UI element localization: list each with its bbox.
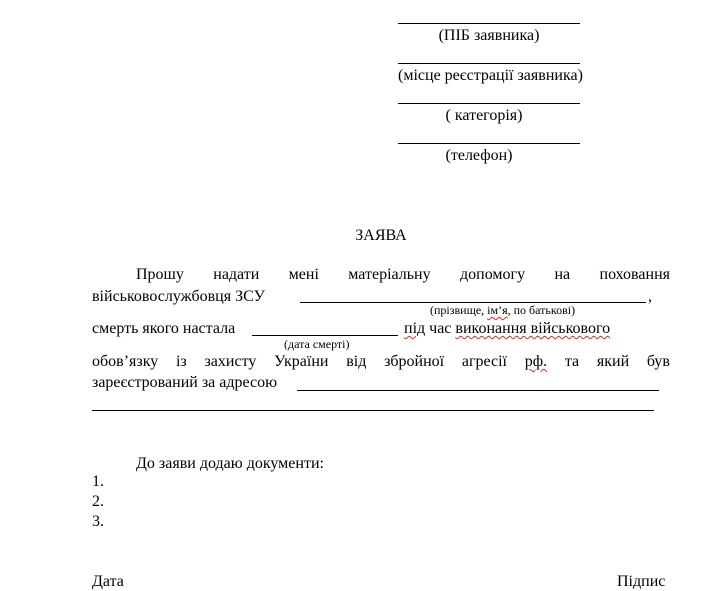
word: захисту <box>204 353 257 370</box>
body-line-4 <box>92 353 670 371</box>
category-line <box>398 103 580 104</box>
death-date-line <box>252 335 398 336</box>
word: від <box>346 353 367 370</box>
date-label: Дата <box>92 573 124 590</box>
registration-line <box>398 63 580 64</box>
word: поховання <box>599 266 670 283</box>
word: та <box>564 353 580 370</box>
address-line-1 <box>297 390 659 391</box>
signature-label: Підпис <box>617 573 666 590</box>
word: допомогу <box>459 266 526 283</box>
word: обов’язку <box>92 353 159 370</box>
document-title: ЗАЯВА <box>355 227 407 244</box>
spellcheck-word: рф. <box>524 353 548 370</box>
address-line-2 <box>92 410 654 411</box>
attachment-item: 3. <box>92 513 104 530</box>
body-line-3-text: смерть якого настала <box>92 320 236 337</box>
word: надати <box>213 266 260 283</box>
attachment-item: 2. <box>92 493 104 510</box>
word: на <box>554 266 571 283</box>
phone-label: (телефон) <box>445 147 513 164</box>
word: мені <box>288 266 319 283</box>
spellcheck-phrase: виконання військового <box>455 320 611 337</box>
registration-label: (місце реєстрації заявника) <box>398 67 583 84</box>
spellcheck-word: під <box>404 320 426 337</box>
death-date-caption: (дата смерті) <box>284 337 350 351</box>
name-label: (ПІБ заявника) <box>438 27 540 44</box>
body-line-2-text: військовослужбовця ЗСУ <box>92 288 265 305</box>
word: збройної <box>384 353 445 370</box>
attachments-intro: До заяви додаю документи: <box>136 455 324 472</box>
word: матеріальну <box>348 266 431 283</box>
attachment-item: 1. <box>92 473 104 490</box>
body-line-1 <box>136 266 670 284</box>
body-line-5-text: зареєстрований за адресою <box>92 374 278 391</box>
phone-line <box>398 143 580 144</box>
name-line <box>398 23 580 24</box>
word: агресії <box>461 353 507 370</box>
line-2-comma: , <box>648 288 652 305</box>
word: із <box>175 353 187 370</box>
word: Прошу <box>136 266 184 283</box>
word: був <box>646 353 670 370</box>
body-line-3-cont: під час виконання військового <box>404 320 611 337</box>
deceased-name-caption: (прізвище, ім’я, по батькові) <box>430 303 576 317</box>
word: України <box>274 353 329 370</box>
category-label: ( категорія) <box>445 107 523 124</box>
spellcheck-word: ім’я <box>487 303 508 317</box>
word: який <box>596 353 630 370</box>
